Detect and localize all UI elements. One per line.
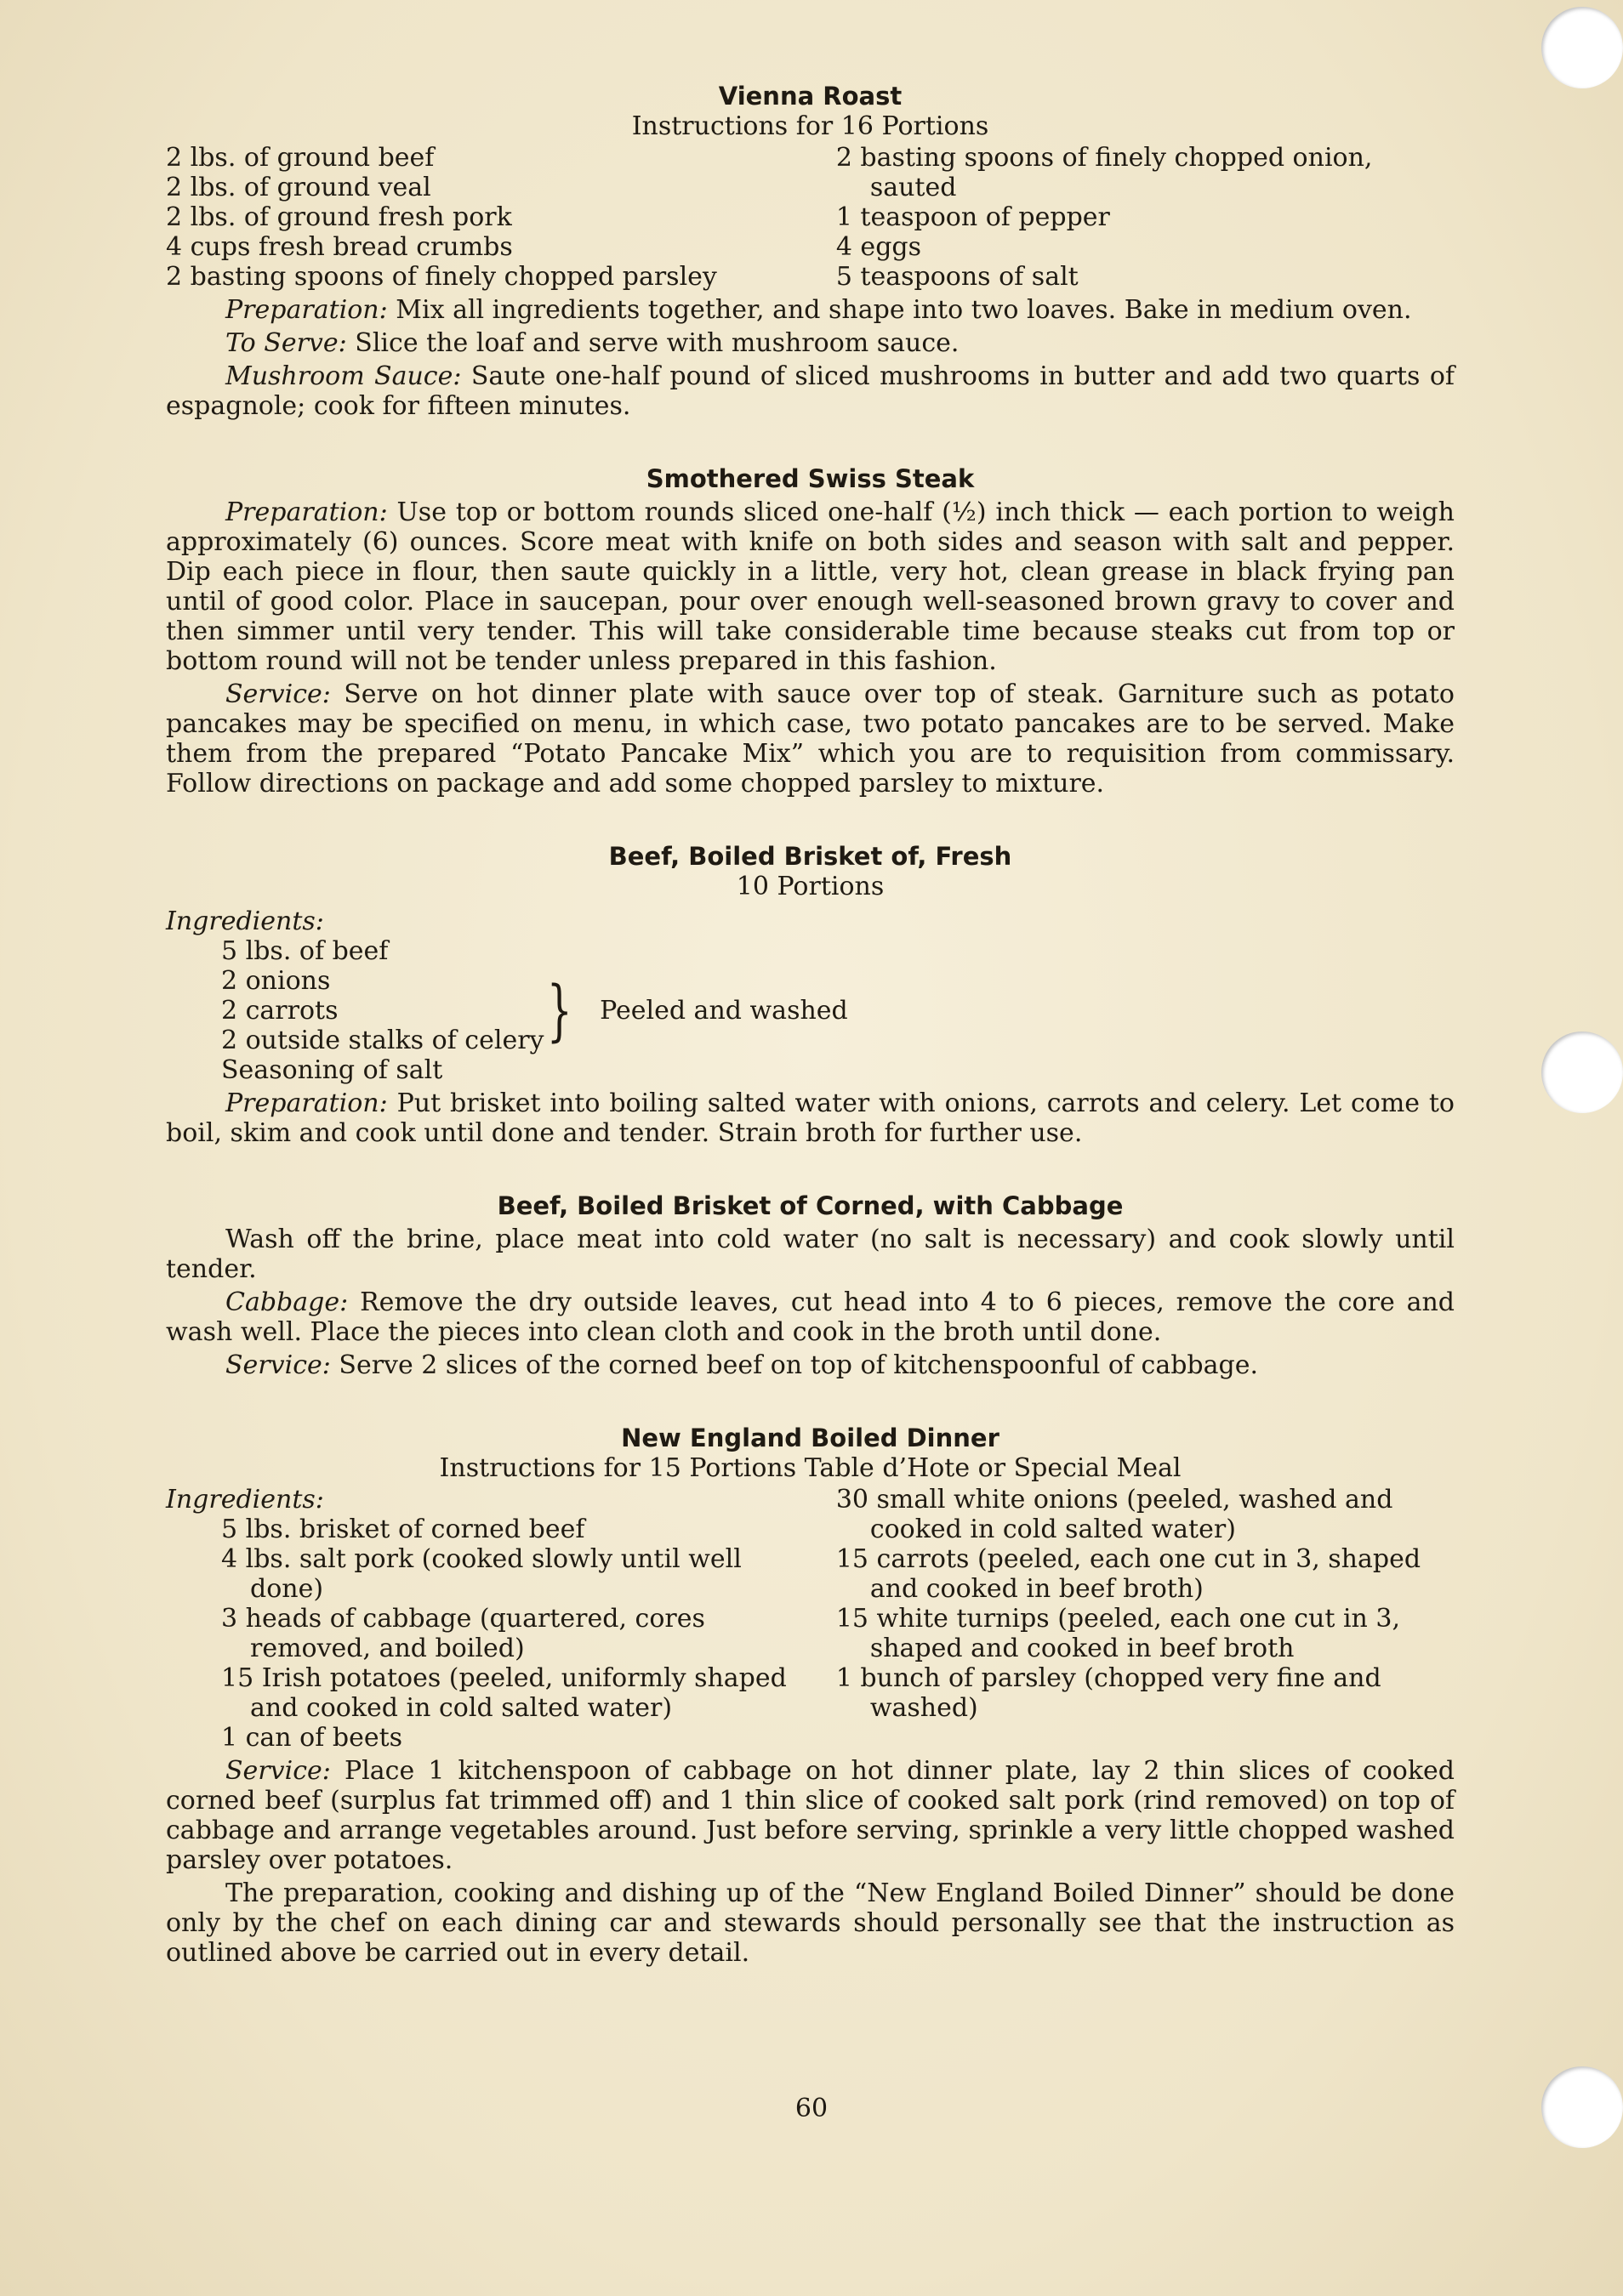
- service-paragraph: [166, 679, 1455, 798]
- ingredient-item: 5 teaspoons of salt: [835, 262, 1079, 292]
- ingredients-label: Ingredients:: [166, 1485, 324, 1515]
- recipe-new-england-dinner: [166, 1423, 1455, 1968]
- preparation-text: Use top or bottom rounds sliced one-half (½) inch thick — each portion to weigh approximately (6) ounces. Score meat with knife on both sides and season with salt and pepper. Dip each piece in flour, then saute quickly in a little, very hot, clean grease in black frying pan until of good color. Place in saucepan, pour over enough well-seasoned brown gravy to cover and then simmer until very tender. This will take considerable time because steaks cut from top or bottom round will not be tender unless prepared in this fashion.: [166, 497, 1455, 676]
- ingredient-list-right: [836, 1485, 1455, 1723]
- service-label: Service:: [225, 1756, 331, 1786]
- preparation-text: Mix all ingredients together, and shape into two loaves. Bake in medium oven.: [396, 295, 1412, 325]
- preparation-label: Preparation:: [225, 295, 388, 325]
- ingredient-item: 30 small white onions (peeled, washed and cooked in cold salted water): [835, 1485, 1393, 1544]
- recipe-corned-beef: [166, 1191, 1455, 1380]
- recipe-title: Beef, Boiled Brisket of, Fresh: [608, 842, 1012, 871]
- ingredient-item: 15 Irish potatoes (peeled, uniformly shaped and cooked in cold salted water): [221, 1663, 787, 1723]
- recipe-subtitle: Instructions for 16 Portions: [631, 111, 989, 141]
- ingredients-label: Ingredients:: [166, 906, 324, 936]
- recipe-title: New England Boiled Dinner: [621, 1424, 999, 1452]
- preparation-label: Preparation:: [225, 497, 388, 527]
- ingredient-item: 4 cups fresh bread crumbs: [166, 232, 513, 262]
- binder-hole-middle: [1541, 1031, 1623, 1113]
- ingredient-item: 5 lbs. brisket of corned beef: [221, 1515, 585, 1544]
- ingredient-item: 2 basting spoons of finely chopped parsley: [166, 262, 717, 292]
- recipe-title: Smothered Swiss Steak: [646, 464, 975, 493]
- service-text: Serve on hot dinner plate with sauce over top of steak. Garniture such as potato pancakes may be specified on menu, in which case, two potato pancakes are to be served. Make them from the prepared “Potato Pancake Mix” which you are to requisition from commissary. Follow directions on package and add some chopped parsley to mixture.: [166, 679, 1455, 798]
- braced-list: [221, 966, 544, 1055]
- service-label: Service:: [225, 1350, 331, 1380]
- closing-paragraph: The preparation, cooking and dishing up of the “New England Boiled Dinner” should be done only by the chef on each dining car and stewards should personally see that the instruction as outlined above be carried out in every detail.: [166, 1878, 1455, 1968]
- ingredient-item: 2 carrots: [221, 996, 339, 1026]
- ingredient-item: 2 outside stalks of celery: [221, 1026, 544, 1055]
- ingredient-item: 2 basting spoons of finely chopped onion, sauted: [835, 143, 1373, 202]
- recipe-vienna-roast: [166, 81, 1455, 421]
- page-number: 60: [794, 2094, 829, 2123]
- preparation-paragraph: [166, 497, 1455, 676]
- service-text: Place 1 kitchenspoon of cabbage on hot dinner plate, lay 2 thin slices of cooked corned beef (surplus fat trimmed off) and 1 thin slice of cooked salt pork (rind removed) on top of cabbage and arrange vegetables around. Just before serving, sprinkle a very little chopped washed parsley over potatoes.: [166, 1756, 1455, 1875]
- ingredient-item: 15 white turnips (peeled, each one cut in 3, shaped and cooked in beef broth: [835, 1604, 1401, 1663]
- brace-note: Peeled and washed: [600, 996, 848, 1026]
- curly-brace: }: [547, 972, 573, 1049]
- ingredient-list: [166, 1055, 1455, 1085]
- cabbage-text: Remove the dry outside leaves, cut head into 4 to 6 pieces, remove the core and wash well. Place the pieces into clean cloth and cook in the broth until done.: [166, 1287, 1455, 1347]
- page-content: [166, 81, 1455, 1968]
- ingredient-list-left: [221, 1515, 811, 1753]
- recipe-subtitle: Instructions for 15 Portions Table d’Hote or Special Meal: [439, 1453, 1182, 1483]
- recipe-brisket-fresh: [166, 841, 1455, 1148]
- service-label: Service:: [225, 679, 331, 709]
- intro-paragraph: Wash off the brine, place meat into cold water (no salt is necessary) and cook slowly until tender.: [166, 1225, 1455, 1284]
- ingredient-item: 2 onions: [221, 966, 331, 996]
- cabbage-paragraph: [166, 1287, 1455, 1347]
- ingredient-list-left: [166, 143, 797, 292]
- serve-text: Slice the loaf and serve with mushroom sauce.: [355, 328, 960, 358]
- recipe-title: Vienna Roast: [718, 82, 903, 111]
- ingredient-item: 2 lbs. of ground fresh pork: [166, 202, 512, 232]
- braced-ingredients: [166, 966, 1455, 1055]
- recipe-swiss-steak: [166, 463, 1455, 798]
- preparation-text: Put brisket into boiling salted water with onions, carrots and celery. Let come to boil, skim and cook until done and tender. Strain broth for further use.: [166, 1088, 1455, 1148]
- ingredient-item: 1 can of beets: [221, 1723, 403, 1753]
- ingredient-item: 3 heads of cabbage (quartered, cores removed, and boiled): [221, 1604, 705, 1663]
- ingredient-item: 2 lbs. of ground beef: [166, 143, 435, 173]
- preparation-label: Preparation:: [225, 1088, 388, 1118]
- serve-paragraph: [166, 328, 1455, 358]
- ingredient-list: [166, 936, 1455, 966]
- ingredient-item: Seasoning of salt: [221, 1055, 443, 1085]
- ingredient-item: 5 lbs. of beef: [221, 936, 389, 966]
- serve-label: To Serve:: [225, 328, 347, 358]
- preparation-paragraph: [166, 295, 1455, 325]
- service-paragraph: [166, 1350, 1455, 1380]
- ingredient-columns: [166, 143, 1455, 292]
- ingredient-item: 4 lbs. salt pork (cooked slowly until well done): [221, 1544, 742, 1604]
- cabbage-label: Cabbage:: [225, 1287, 349, 1317]
- ingredient-item: 15 carrots (peeled, each one cut in 3, shaped and cooked in beef broth): [835, 1544, 1421, 1604]
- binder-hole-top: [1541, 7, 1623, 88]
- sauce-text: Saute one-half pound of sliced mushrooms in butter and add two quarts of espagnole; cook for fifteen minutes.: [166, 361, 1455, 421]
- preparation-paragraph: [166, 1088, 1455, 1148]
- service-paragraph: [166, 1756, 1455, 1875]
- service-text: Serve 2 slices of the corned beef on top of kitchenspoonful of cabbage.: [339, 1350, 1259, 1380]
- ingredient-item: 1 bunch of parsley (chopped very fine and washed): [835, 1663, 1381, 1723]
- ingredient-list-right: [836, 143, 1455, 292]
- ingredient-item: 2 lbs. of ground veal: [166, 173, 431, 202]
- recipe-subtitle: 10 Portions: [736, 872, 885, 901]
- sauce-paragraph: [166, 361, 1455, 421]
- sauce-label: Mushroom Sauce:: [225, 361, 462, 391]
- recipe-title: Beef, Boiled Brisket of Corned, with Cabbage: [497, 1191, 1124, 1220]
- ingredient-item: 1 teaspoon of pepper: [835, 202, 1110, 232]
- ingredient-item: 4 eggs: [835, 232, 921, 262]
